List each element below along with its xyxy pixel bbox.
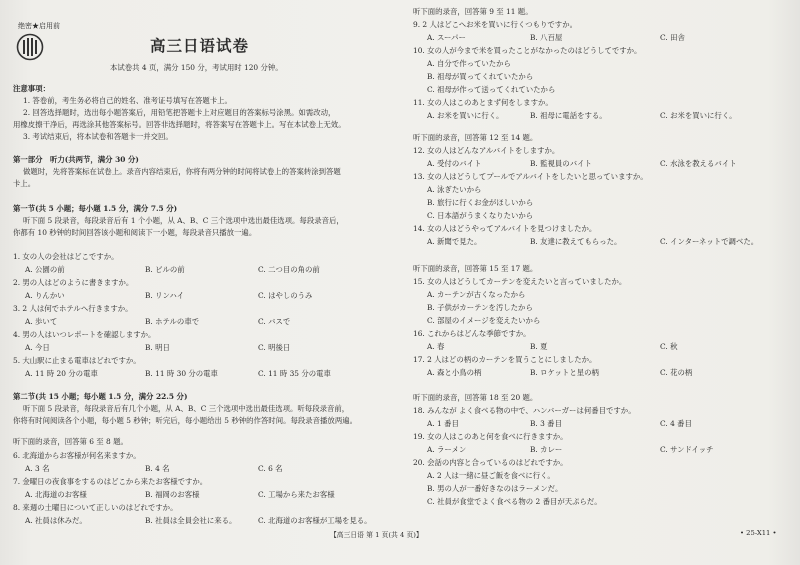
question-10: 10. 女の人が今まで米を買ったことがなかったのはどうしてですか。 (413, 46, 642, 55)
note-2b: 用橡皮擦干净后，再选涂其他答案标号。回答非选择题时，将答案写在答题卡上。写在本试卷上无效。 (13, 120, 346, 129)
q5-option-a: A. 11 時 20 分の電車 (25, 369, 98, 378)
q1-option-b: B. ビルの前 (145, 265, 185, 274)
q7-option-b: B. 福岡のお客様 (145, 490, 200, 499)
q11-option-b: B. 祖母に電話をする。 (530, 111, 607, 120)
q10-option-c: C. 祖母が作って送ってくれていたから (427, 85, 556, 94)
q14-option-c: C. インターネットで調べた。 (660, 237, 759, 246)
q4-option-b: B. 明日 (145, 343, 170, 352)
q9-option-c: C. 田舎 (660, 33, 685, 42)
q2-option-b: B. リンハイ (145, 291, 185, 300)
q7-option-c: C. 工場から来たお客様 (258, 490, 335, 499)
group-heading-6-8: 听下面的录音，回答第 6 至 8 题。 (13, 437, 128, 446)
question-17: 17. 2 人はどの柄のカーテンを買うことにしましたか。 (413, 355, 597, 364)
q19-option-b: B. カレー (530, 445, 563, 454)
sec1-title: 第一节(共 5 小题；每小题 1.5 分，满分 7.5 分) (13, 204, 178, 213)
question-9: 9. 2 人はどこへお米を買いに行くつもりですか。 (413, 20, 577, 29)
question-6: 6. 北海道からお客様が何名来ますか。 (13, 451, 141, 460)
q15-option-a: A. カーテンが古くなったから (427, 290, 526, 299)
q20-option-b: B. 男の人が一番好きなのはラーメンだ。 (427, 484, 563, 493)
question-14: 14. 女の人はどうやってアルバイトを見つけましたか。 (413, 224, 597, 233)
q16-option-a: A. 春 (427, 342, 445, 351)
q5-option-b: B. 11 時 30 分の電車 (145, 369, 218, 378)
q10-option-a: A. 自分で作っていたから (427, 59, 511, 68)
question-7: 7. 金曜日の夜食事をするのはどこから来たお客様ですか。 (13, 477, 208, 486)
q11-option-c: C. お米を買いに行く。 (660, 111, 737, 120)
q12-option-b: B. 監視員のバイト (530, 159, 592, 168)
note-3: 3. 考试结束后，将本试卷和答题卡一并交回。 (23, 132, 173, 141)
q16-option-c: C. 秋 (660, 342, 678, 351)
notes-title: 注意事项： (13, 84, 50, 93)
sec2-desc-1: 听下面 5 段录音，每段录音后有几个小题，从 A、B、C 三个选项中选出最佳选项。听每段录音前， (23, 404, 350, 413)
q20-option-a: A. 2 人は一緒に昼ご飯を食べに行く。 (427, 471, 555, 480)
q12-option-c: C. 水泳を教えるバイト (660, 159, 737, 168)
q18-option-a: A. 1 番目 (427, 419, 459, 428)
question-1: 1. 女の人の会社はどこですか。 (13, 252, 119, 261)
q17-option-c: C. 花の柄 (660, 368, 693, 377)
sec1-desc-1: 听下面 5 段录音，每段录音后有 1 个小题，从 A、B、C 三个选项中选出最佳选项。每段录音后， (23, 216, 344, 225)
question-13: 13. 女の人はどうしてプールでアルバイトをしたいと思っていますか。 (413, 172, 648, 181)
q20-option-c: C. 社員が食堂でよく食べる物の 2 番目が天ぷらだ。 (427, 497, 602, 506)
q15-option-b: B. 子供がカーテンを汚したから (427, 303, 533, 312)
note-2a: 2. 回答选择题时，选出每小题答案后，用铅笔把答题卡上对应题目的答案标号涂黑。如需改动， (23, 108, 336, 117)
question-16: 16. これからはどんな季節ですか。 (413, 329, 531, 338)
page-footer: 【高三日语 第 1 页(共 4 页)】 (330, 531, 423, 539)
group-heading-12-14: 听下面的录音，回答第 12 至 14 题。 (413, 133, 538, 142)
note-1: 1. 答卷前，考生务必将自己的姓名、准考证号填写在答题卡上。 (23, 96, 232, 105)
group-heading-15-17: 听下面的录音，回答第 15 至 17 题。 (413, 264, 538, 273)
confidential-mark: 绝密★启用前 (18, 22, 60, 30)
part1-title: 第一部分 听力(共两节，满分 30 分) (13, 155, 139, 164)
q9-option-a: A. スーパー (427, 33, 466, 42)
q3-option-a: A. 歩いて (25, 317, 58, 326)
q6-option-c: C. 6 名 (258, 464, 283, 473)
q14-option-b: B. 友達に教えてもらった。 (530, 237, 622, 246)
part1-desc-1: 做题时，先将答案标在试卷上。录音内容结束后，你将有两分钟的时间将试卷上的答案转涂到答题 (23, 167, 341, 176)
sec1-desc-2: 你都有 10 秒钟的时间回答该小题和阅读下一小题，每段录音只播放一遍。 (13, 228, 257, 237)
group-heading-9-11: 听下面的录音，回答第 9 至 11 题。 (413, 7, 533, 16)
question-12: 12. 女の人はどんなアルバイトをしますか。 (413, 146, 560, 155)
q14-option-a: A. 新聞で見た。 (427, 237, 482, 246)
q16-option-b: B. 夏 (530, 342, 548, 351)
q18-option-c: C. 4 番目 (660, 419, 692, 428)
part1-desc-2: 卡上。 (13, 179, 36, 188)
exam-info: 本试卷共 4 页，满分 150 分，考试用时 120 分钟。 (110, 63, 283, 72)
q8-option-a: A. 社員は休みだ。 (25, 516, 87, 525)
question-2: 2. 男の人はどのように書きますか。 (13, 278, 134, 287)
q17-option-b: B. ロケットと星の柄 (530, 368, 599, 377)
q13-option-c: C. 日本語がうまくなりたいから (427, 211, 534, 220)
q1-option-c: C. 二つ目の角の前 (258, 265, 320, 274)
q7-option-a: A. 北海道のお客様 (25, 490, 87, 499)
q5-option-c: C. 11 時 35 分の電車 (258, 369, 331, 378)
q12-option-a: A. 受付のバイト (427, 159, 482, 168)
q19-option-a: A. ラーメン (427, 445, 467, 454)
q11-option-a: A. お米を買いに行く。 (427, 111, 504, 120)
q10-option-b: B. 祖母が買ってくれていたから (427, 72, 534, 81)
q2-option-c: C. はやしのうみ (258, 291, 313, 300)
q1-option-a: A. 公園の前 (25, 265, 65, 274)
exam-title: 高三日语试卷 (150, 37, 250, 55)
question-3: 3. 2 人は何でホテルへ行きますか。 (13, 304, 133, 313)
q6-option-b: B. 4 名 (145, 464, 170, 473)
question-20: 20. 会話の内容と合っているのはどれですか。 (413, 458, 568, 467)
question-11: 11. 女の人はこのあとまず何をしますか。 (413, 98, 553, 107)
q13-option-b: B. 旅行に行くお金がほしいから (427, 198, 534, 207)
question-5: 5. 大山駅に止まる電車はどれですか。 (13, 356, 141, 365)
question-19: 19. 女の人はこのあと何を食べに行きますか。 (413, 432, 568, 441)
q15-option-c: C. 部屋のイメージを変えたいから (427, 316, 541, 325)
school-logo-icon (16, 33, 44, 61)
q3-option-b: B. ホテルの車で (145, 317, 200, 326)
q8-option-c: C. 北海道のお客様が工場を見る。 (258, 516, 372, 525)
group-heading-18-20: 听下面的录音，回答第 18 至 20 题。 (413, 393, 538, 402)
q13-option-a: A. 泳ぎたいから (427, 185, 482, 194)
question-4: 4. 男の人はいつレポートを確認しますか。 (13, 330, 156, 339)
q9-option-b: B. 八百屋 (530, 33, 563, 42)
q6-option-a: A. 3 名 (25, 464, 50, 473)
question-15: 15. 女の人はどうしてカーテンを変えたいと言っていましたか。 (413, 277, 627, 286)
question-18: 18. みんなが よく食べる物の中で、ハンバーガーは何番目ですか。 (413, 406, 636, 415)
q3-option-c: C. バスで (258, 317, 291, 326)
q2-option-a: A. りんかい (25, 291, 65, 300)
exam-code: • 25-X11 • (740, 529, 777, 537)
sec2-title: 第二节(共 15 小题；每小题 1.5 分，满分 22.5 分) (13, 392, 188, 401)
q17-option-a: A. 森と小鳥の柄 (427, 368, 482, 377)
q19-option-c: C. サンドイッチ (660, 445, 714, 454)
q18-option-b: B. 3 番目 (530, 419, 562, 428)
sec2-desc-2: 你将有时间阅读各个小题，每小题 5 秒钟；听完后，每小题给出 5 秒钟的作答时间。每段录音播放两遍。 (13, 416, 357, 425)
q4-option-a: A. 今日 (25, 343, 50, 352)
q8-option-b: B. 社員は全員会社に来る。 (145, 516, 237, 525)
q4-option-c: C. 明後日 (258, 343, 291, 352)
question-8: 8. 来週の土曜日について正しいのはどれですか。 (13, 503, 178, 512)
